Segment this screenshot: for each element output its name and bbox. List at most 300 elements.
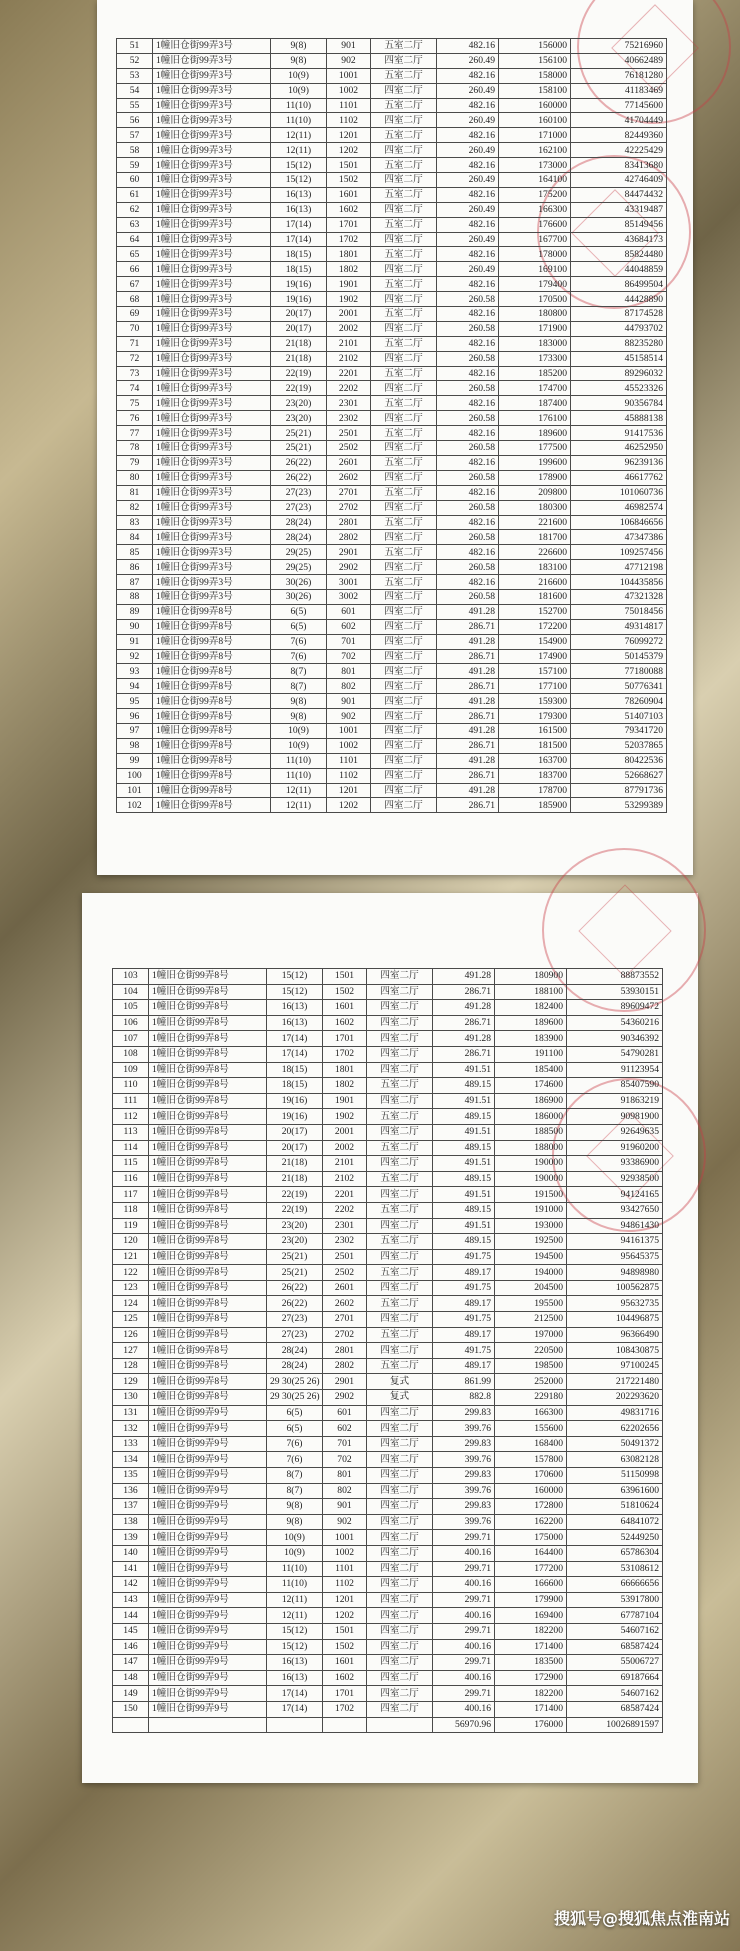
table-row [117, 575, 667, 590]
area-cell: 491.28 [437, 604, 499, 619]
unit-price-cell: 199600 [499, 455, 571, 470]
total-price-cell: 100562875 [567, 1280, 663, 1296]
floor-cell: 27(23) [271, 485, 327, 500]
unit-price-cell: 185400 [495, 1062, 567, 1078]
table-row [117, 530, 667, 545]
unit-price-cell: 191500 [495, 1187, 567, 1203]
total-price-cell: 85149456 [571, 217, 667, 232]
totals-blank [149, 1717, 267, 1733]
layout-cell: 四室二厅 [371, 381, 437, 396]
address-cell: 1幢旧仓街99弄3号 [153, 68, 271, 83]
row-index: 144 [113, 1608, 149, 1624]
row-index: 126 [113, 1327, 149, 1343]
address-cell: 1幢旧仓街99弄3号 [153, 173, 271, 188]
floor-cell: 10(9) [271, 83, 327, 98]
address-cell: 1幢旧仓街99弄3号 [153, 545, 271, 560]
row-index: 72 [117, 351, 153, 366]
area-cell: 491.51 [433, 1124, 495, 1140]
row-index: 112 [113, 1109, 149, 1125]
total-price-cell: 50145379 [571, 649, 667, 664]
floor-cell: 17(14) [267, 1686, 323, 1702]
table-row [113, 1171, 663, 1187]
layout-cell: 复式 [367, 1374, 433, 1390]
address-cell: 1幢旧仓街99弄9号 [149, 1468, 267, 1484]
unit-cell: 1601 [323, 1655, 367, 1671]
address-cell: 1幢旧仓街99弄8号 [149, 1280, 267, 1296]
unit-cell: 1902 [323, 1109, 367, 1125]
row-index: 71 [117, 336, 153, 351]
layout-cell: 四室二厅 [371, 768, 437, 783]
row-index: 143 [113, 1592, 149, 1608]
row-index: 118 [113, 1202, 149, 1218]
area-cell: 260.49 [437, 202, 499, 217]
total-price-cell: 45523326 [571, 381, 667, 396]
unit-cell: 2901 [323, 1374, 367, 1390]
layout-cell: 四室二厅 [371, 530, 437, 545]
unit-cell: 801 [327, 664, 371, 679]
row-index: 125 [113, 1312, 149, 1328]
layout-cell: 四室二厅 [367, 1639, 433, 1655]
address-cell: 1幢旧仓街99弄8号 [149, 969, 267, 985]
area-cell: 286.71 [437, 679, 499, 694]
address-cell: 1幢旧仓街99弄9号 [149, 1592, 267, 1608]
floor-cell: 10(9) [271, 68, 327, 83]
address-cell: 1幢旧仓街99弄8号 [149, 1000, 267, 1016]
area-cell: 299.83 [433, 1468, 495, 1484]
floor-cell: 8(7) [271, 679, 327, 694]
total-price-cell: 104496875 [567, 1312, 663, 1328]
table-row [113, 1296, 663, 1312]
unit-price-cell: 191000 [495, 1202, 567, 1218]
total-unit-price: 176000 [495, 1717, 567, 1733]
area-cell: 299.83 [433, 1499, 495, 1515]
unit-price-cell: 162100 [499, 143, 571, 158]
floor-cell: 17(14) [271, 217, 327, 232]
unit-cell: 601 [323, 1405, 367, 1421]
total-price-cell: 44048859 [571, 262, 667, 277]
floor-cell: 16(13) [271, 202, 327, 217]
total-price-cell: 89296032 [571, 366, 667, 381]
unit-cell: 1002 [323, 1545, 367, 1561]
address-cell: 1幢旧仓街99弄8号 [149, 1202, 267, 1218]
unit-price-cell: 160100 [499, 113, 571, 128]
row-index: 136 [113, 1483, 149, 1499]
layout-cell: 四室二厅 [367, 1000, 433, 1016]
unit-cell: 2801 [327, 515, 371, 530]
layout-cell: 四室二厅 [371, 753, 437, 768]
unit-cell: 1001 [323, 1530, 367, 1546]
area-cell: 491.28 [433, 1031, 495, 1047]
total-price-cell: 69187664 [567, 1670, 663, 1686]
area-cell: 482.16 [437, 307, 499, 322]
area-cell: 400.16 [433, 1670, 495, 1686]
layout-cell: 四室二厅 [367, 1530, 433, 1546]
total-price-cell: 92649635 [567, 1124, 663, 1140]
floor-cell: 8(7) [267, 1483, 323, 1499]
unit-cell: 1802 [323, 1078, 367, 1094]
layout-cell: 四室二厅 [367, 1249, 433, 1265]
layout-cell: 四室二厅 [371, 143, 437, 158]
area-cell: 491.75 [433, 1280, 495, 1296]
unit-cell: 2602 [327, 470, 371, 485]
address-cell: 1幢旧仓街99弄9号 [149, 1514, 267, 1530]
floor-cell: 7(6) [271, 634, 327, 649]
row-index: 128 [113, 1358, 149, 1374]
floor-cell: 15(12) [267, 984, 323, 1000]
table-row [113, 1374, 663, 1390]
total-price-cell: 75216960 [571, 39, 667, 54]
address-cell: 1幢旧仓街99弄3号 [153, 530, 271, 545]
total-price-cell: 45888138 [571, 411, 667, 426]
row-index: 110 [113, 1078, 149, 1094]
table-row [117, 187, 667, 202]
row-index: 64 [117, 232, 153, 247]
layout-cell: 四室二厅 [367, 1124, 433, 1140]
floor-cell: 25(21) [267, 1249, 323, 1265]
table-row [113, 1701, 663, 1717]
layout-cell: 四室二厅 [371, 321, 437, 336]
unit-cell: 1502 [323, 1639, 367, 1655]
floor-cell: 6(5) [271, 604, 327, 619]
table-row [113, 1468, 663, 1484]
unit-cell: 902 [327, 709, 371, 724]
floor-cell: 15(12) [267, 969, 323, 985]
layout-cell: 四室二厅 [367, 1499, 433, 1515]
layout-cell: 五室二厅 [371, 307, 437, 322]
unit-cell: 701 [323, 1436, 367, 1452]
table-row [113, 1358, 663, 1374]
layout-cell: 四室二厅 [367, 1670, 433, 1686]
row-index: 119 [113, 1218, 149, 1234]
table-row [113, 1109, 663, 1125]
layout-cell: 四室二厅 [371, 53, 437, 68]
address-cell: 1幢旧仓街99弄3号 [153, 515, 271, 530]
address-cell: 1幢旧仓街99弄3号 [153, 455, 271, 470]
total-price-cell: 40662489 [571, 53, 667, 68]
floor-cell: 20(17) [267, 1140, 323, 1156]
total-price-cell: 101060736 [571, 485, 667, 500]
address-cell: 1幢旧仓街99弄3号 [153, 307, 271, 322]
area-cell: 482.16 [437, 187, 499, 202]
table-row [113, 1499, 663, 1515]
area-cell: 299.83 [433, 1436, 495, 1452]
table-row [113, 1046, 663, 1062]
unit-cell: 1701 [323, 1686, 367, 1702]
layout-cell: 四室二厅 [371, 292, 437, 307]
unit-price-cell: 152700 [499, 604, 571, 619]
area-cell: 286.71 [433, 984, 495, 1000]
layout-cell: 四室二厅 [367, 1514, 433, 1530]
unit-price-cell: 185200 [499, 366, 571, 381]
unit-cell: 1702 [323, 1701, 367, 1717]
row-index: 82 [117, 500, 153, 515]
floor-cell: 11(10) [271, 98, 327, 113]
address-cell: 1幢旧仓街99弄9号 [149, 1545, 267, 1561]
row-index: 96 [117, 709, 153, 724]
address-cell: 1幢旧仓街99弄8号 [149, 1312, 267, 1328]
layout-cell: 四室二厅 [371, 83, 437, 98]
floor-cell: 10(9) [267, 1545, 323, 1561]
unit-cell: 1101 [323, 1561, 367, 1577]
area-cell: 491.75 [433, 1312, 495, 1328]
table-row [113, 1265, 663, 1281]
unit-cell: 2001 [327, 307, 371, 322]
total-area: 56970.96 [433, 1717, 495, 1733]
total-price-cell: 90346392 [567, 1031, 663, 1047]
area-cell: 260.58 [437, 411, 499, 426]
unit-cell: 1501 [323, 1623, 367, 1639]
unit-cell: 902 [327, 53, 371, 68]
total-price-cell: 52668627 [571, 768, 667, 783]
layout-cell: 四室二厅 [367, 1187, 433, 1203]
unit-price-cell: 192500 [495, 1234, 567, 1250]
address-cell: 1幢旧仓街99弄3号 [153, 396, 271, 411]
unit-cell: 602 [327, 619, 371, 634]
row-index: 130 [113, 1390, 149, 1406]
unit-price-cell: 180900 [495, 969, 567, 985]
table-row [117, 173, 667, 188]
unit-price-cell: 157100 [499, 664, 571, 679]
row-index: 77 [117, 426, 153, 441]
unit-cell: 2901 [327, 545, 371, 560]
unit-cell: 1702 [323, 1046, 367, 1062]
area-cell: 482.16 [437, 575, 499, 590]
unit-cell: 2501 [327, 426, 371, 441]
unit-price-cell: 170600 [495, 1468, 567, 1484]
floor-cell: 10(9) [267, 1530, 323, 1546]
row-index: 84 [117, 530, 153, 545]
table-row [117, 485, 667, 500]
layout-cell: 四室二厅 [371, 664, 437, 679]
area-cell: 482.16 [437, 98, 499, 113]
floor-cell: 29(25) [271, 545, 327, 560]
floor-cell: 30(26) [271, 575, 327, 590]
address-cell: 1幢旧仓街99弄8号 [153, 798, 271, 813]
table-row [113, 1561, 663, 1577]
unit-cell: 2701 [327, 485, 371, 500]
floor-cell: 26(22) [271, 470, 327, 485]
layout-cell: 四室二厅 [367, 1623, 433, 1639]
unit-price-cell: 169400 [495, 1608, 567, 1624]
floor-cell: 9(8) [267, 1499, 323, 1515]
unit-price-cell: 162200 [495, 1514, 567, 1530]
area-cell: 491.51 [433, 1218, 495, 1234]
layout-cell: 四室二厅 [367, 1421, 433, 1437]
total-price-cell: 42746409 [571, 173, 667, 188]
unit-cell: 1902 [327, 292, 371, 307]
row-index: 142 [113, 1577, 149, 1593]
address-cell: 1幢旧仓街99弄8号 [153, 604, 271, 619]
floor-cell: 17(14) [267, 1701, 323, 1717]
total-price-cell: 109257456 [571, 545, 667, 560]
table-row [117, 500, 667, 515]
address-cell: 1幢旧仓街99弄3号 [153, 247, 271, 262]
floor-cell: 15(12) [271, 158, 327, 173]
row-index: 111 [113, 1093, 149, 1109]
row-index: 115 [113, 1156, 149, 1172]
layout-cell: 五室二厅 [367, 1140, 433, 1156]
row-index: 127 [113, 1343, 149, 1359]
totals-blank [113, 1717, 149, 1733]
unit-cell: 702 [327, 649, 371, 664]
unit-price-cell: 158100 [499, 83, 571, 98]
unit-price-cell: 188500 [495, 1124, 567, 1140]
address-cell: 1幢旧仓街99弄8号 [153, 768, 271, 783]
table-row [113, 1608, 663, 1624]
table-row [113, 1343, 663, 1359]
address-cell: 1幢旧仓街99弄3号 [153, 202, 271, 217]
floor-cell: 21(18) [271, 336, 327, 351]
row-index: 150 [113, 1701, 149, 1717]
layout-cell: 五室二厅 [371, 336, 437, 351]
table-row [117, 411, 667, 426]
unit-price-cell: 160000 [495, 1483, 567, 1499]
total-price-cell: 85407590 [567, 1078, 663, 1094]
totals-blank [323, 1717, 367, 1733]
address-cell: 1幢旧仓街99弄8号 [149, 984, 267, 1000]
unit-price-cell: 176100 [499, 411, 571, 426]
floor-cell: 11(10) [271, 753, 327, 768]
unit-cell: 1601 [323, 1000, 367, 1016]
row-index: 105 [113, 1000, 149, 1016]
area-cell: 489.17 [433, 1265, 495, 1281]
total-price-cell: 95632735 [567, 1296, 663, 1312]
unit-cell: 2601 [323, 1280, 367, 1296]
total-price-cell: 217221480 [567, 1374, 663, 1390]
area-cell: 286.71 [437, 649, 499, 664]
address-cell: 1幢旧仓街99弄9号 [149, 1623, 267, 1639]
floor-cell: 25(21) [267, 1265, 323, 1281]
layout-cell: 四室二厅 [367, 1577, 433, 1593]
area-cell: 491.28 [437, 723, 499, 738]
table-row [113, 1000, 663, 1016]
row-index: 108 [113, 1046, 149, 1062]
unit-cell: 1102 [327, 768, 371, 783]
total-price-cell: 55006727 [567, 1655, 663, 1671]
unit-cell: 1101 [327, 98, 371, 113]
unit-cell: 902 [323, 1514, 367, 1530]
unit-cell: 1202 [323, 1608, 367, 1624]
table-row [117, 232, 667, 247]
unit-cell: 2101 [327, 336, 371, 351]
layout-cell: 四室二厅 [371, 560, 437, 575]
area-cell: 489.15 [433, 1140, 495, 1156]
area-cell: 482.16 [437, 128, 499, 143]
area-cell: 260.49 [437, 232, 499, 247]
area-cell: 489.17 [433, 1327, 495, 1343]
table-row [117, 292, 667, 307]
unit-price-cell: 181700 [499, 530, 571, 545]
row-index: 80 [117, 470, 153, 485]
table-row [113, 1078, 663, 1094]
row-index: 51 [117, 39, 153, 54]
address-cell: 1幢旧仓街99弄8号 [149, 1343, 267, 1359]
unit-cell: 602 [323, 1421, 367, 1437]
address-cell: 1幢旧仓街99弄8号 [149, 1109, 267, 1125]
row-index: 132 [113, 1421, 149, 1437]
total-price-cell: 49831716 [567, 1405, 663, 1421]
table-row [113, 1577, 663, 1593]
area-cell: 400.16 [433, 1639, 495, 1655]
area-cell: 299.83 [433, 1405, 495, 1421]
unit-cell: 2701 [323, 1312, 367, 1328]
table-row [117, 39, 667, 54]
total-price-cell: 94898980 [567, 1265, 663, 1281]
floor-cell: 28(24) [271, 530, 327, 545]
unit-price-cell: 190000 [495, 1156, 567, 1172]
table-row [113, 1234, 663, 1250]
address-cell: 1幢旧仓街99弄3号 [153, 262, 271, 277]
layout-cell: 四室二厅 [367, 1592, 433, 1608]
unit-price-cell: 188100 [495, 984, 567, 1000]
unit-price-cell: 190000 [495, 1171, 567, 1187]
floor-cell: 26(22) [267, 1296, 323, 1312]
table-row [117, 351, 667, 366]
row-index: 104 [113, 984, 149, 1000]
unit-cell: 1602 [323, 1670, 367, 1686]
layout-cell: 五室二厅 [371, 485, 437, 500]
address-cell: 1幢旧仓街99弄8号 [149, 1140, 267, 1156]
floor-cell: 16(13) [267, 1670, 323, 1686]
unit-price-cell: 181500 [499, 738, 571, 753]
total-price-cell: 91863219 [567, 1093, 663, 1109]
layout-cell: 四室二厅 [371, 738, 437, 753]
area-cell: 286.71 [437, 768, 499, 783]
floor-cell: 20(17) [271, 321, 327, 336]
total-price-cell: 95645375 [567, 1249, 663, 1265]
address-cell: 1幢旧仓街99弄9号 [149, 1701, 267, 1717]
unit-cell: 702 [323, 1452, 367, 1468]
floor-cell: 8(7) [271, 664, 327, 679]
address-cell: 1幢旧仓街99弄3号 [153, 98, 271, 113]
unit-cell: 1102 [323, 1577, 367, 1593]
layout-cell: 四室二厅 [371, 619, 437, 634]
unit-cell: 801 [323, 1468, 367, 1484]
floor-cell: 11(10) [271, 113, 327, 128]
floor-cell: 16(13) [267, 1655, 323, 1671]
totals-blank [367, 1717, 433, 1733]
layout-cell: 五室二厅 [371, 426, 437, 441]
area-cell: 400.16 [433, 1577, 495, 1593]
row-index: 109 [113, 1062, 149, 1078]
layout-cell: 四室二厅 [367, 984, 433, 1000]
table-row [117, 455, 667, 470]
unit-price-cell: 170500 [499, 292, 571, 307]
unit-cell: 2802 [323, 1358, 367, 1374]
total-price-cell: 65786304 [567, 1545, 663, 1561]
floor-cell: 28(24) [271, 515, 327, 530]
table-row [113, 1405, 663, 1421]
total-price-cell: 53299389 [571, 798, 667, 813]
total-price-cell: 50491372 [567, 1436, 663, 1452]
address-cell: 1幢旧仓街99弄3号 [153, 217, 271, 232]
area-cell: 299.71 [433, 1561, 495, 1577]
floor-cell: 6(5) [267, 1421, 323, 1437]
floor-cell: 28(24) [267, 1358, 323, 1374]
area-cell: 482.16 [437, 158, 499, 173]
layout-cell: 四室二厅 [367, 1701, 433, 1717]
total-price-cell: 42225429 [571, 143, 667, 158]
address-cell: 1幢旧仓街99弄3号 [153, 53, 271, 68]
floor-cell: 30(26) [271, 589, 327, 604]
total-price-cell: 92938500 [567, 1171, 663, 1187]
floor-cell: 29 30(25 26) [267, 1390, 323, 1406]
floor-cell: 29 30(25 26) [267, 1374, 323, 1390]
unit-price-cell: 178700 [499, 783, 571, 798]
table-row [117, 247, 667, 262]
table-row [113, 1514, 663, 1530]
floor-cell: 15(12) [271, 173, 327, 188]
